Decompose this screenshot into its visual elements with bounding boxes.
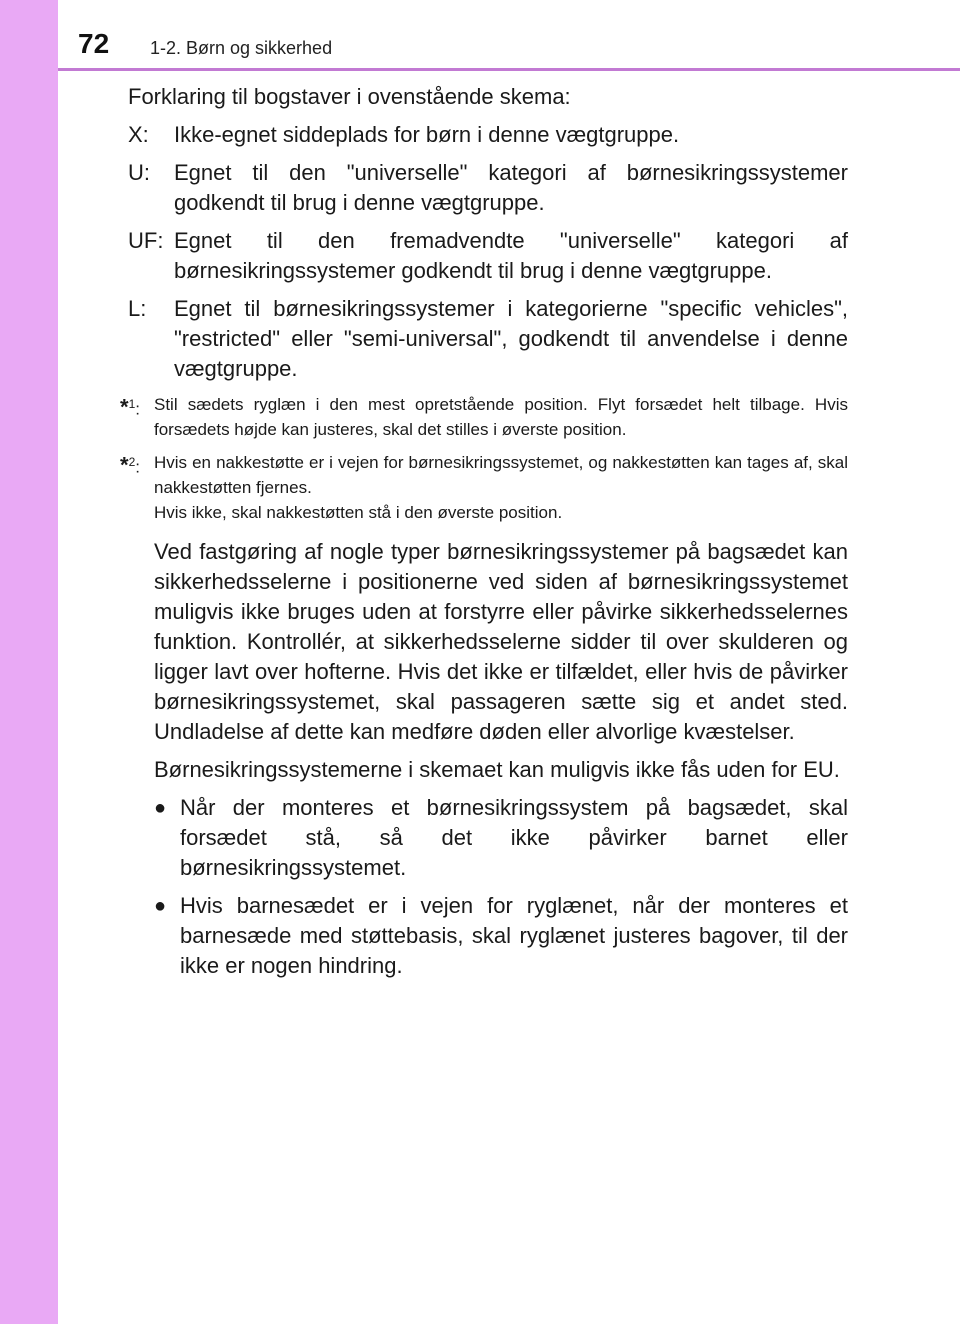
definition-key: U: bbox=[128, 160, 150, 185]
footnote-line: Hvis ikke, skal nakkestøtten stå i den øverste position. bbox=[154, 503, 563, 522]
footnote-line: Hvis en nakkestøtte er i vejen for børnesikringssystemet, og nakkestøtten kan tages af, skal nakkestøtten fjernes. bbox=[154, 453, 848, 497]
section-title: 1-2. Børn og sikkerhed bbox=[150, 38, 333, 58]
definition-l bbox=[128, 294, 848, 384]
warning-paragraph: Ved fastgøring af nogle typer børnesikringssystemer på bagsædet kan sikkerhedsselerne i positionerne ved siden af børnesikringssystemet muligvis ikke bruges uden at forstyrre eller påvirke sikkerhedsselernes funktion. Kontrollér, at sikkerhedsselerne sidder til over skulderen og ligger lavt over hofterne. Hvis det ikke er tilfældet, eller hvis de påvirker børnesikringssystemet, skal passageren sætte sig et andet sted. Undladelse af dette kan medføre døden eller alvorlige kvæstelser. bbox=[154, 539, 848, 744]
header-divider bbox=[58, 68, 960, 71]
definition-uf bbox=[128, 226, 848, 286]
definition-text: Egnet til børnesikringssystemer i kategorierne "specific vehicles", "restricted" eller "semi-universal", godkendt til anvendelse i denne vægtgruppe. bbox=[174, 296, 848, 381]
definition-text: Egnet til den fremadvendte "universelle" kategori af børnesikringssystemer godkendt til brug i denne vægtgruppe. bbox=[174, 228, 848, 283]
definition-text: Ikke-egnet siddeplads for børn i denne vægtgruppe. bbox=[174, 122, 680, 147]
page-number: 72 bbox=[78, 28, 110, 59]
footnote-text bbox=[154, 392, 848, 442]
bullet-item bbox=[154, 793, 848, 883]
definition-text: Egnet til den "universelle" kategori af børnesikringssystemer godkendt til brug i denne vægtgruppe. bbox=[174, 160, 848, 215]
bullet-item bbox=[154, 891, 848, 981]
definition-key: L: bbox=[128, 296, 147, 321]
bullet-text: Når der monteres et børnesikringssystem på bagsædet, skal forsædet stå, så det ikke påvirker barnet eller børnesikringssystemet. bbox=[180, 795, 848, 880]
definition-key: X: bbox=[128, 122, 149, 147]
definition-u bbox=[128, 158, 848, 218]
footnote-line: Stil sædets ryglæn i den mest opretstående position. Flyt forsædet helt tilbage. Hvis forsædets højde kan justeres, skal det stilles i øverste position. bbox=[154, 395, 848, 439]
bullet-text: Hvis barnesædet er i vejen for ryglænet, når der monteres et barnesæde med støttebasis, skal ryglænet justeres bagover, til der ikke er nogen hindring. bbox=[180, 893, 848, 978]
definition-key: UF: bbox=[128, 228, 164, 253]
footnote-marker: *$^1$: bbox=[120, 394, 140, 420]
footnote-text bbox=[154, 450, 848, 525]
footnote-1 bbox=[120, 392, 848, 442]
footnote-marker: *$^2$: bbox=[120, 452, 140, 478]
definition-x bbox=[128, 120, 848, 150]
footnote-2 bbox=[120, 450, 848, 525]
availability-paragraph: Børnesikringssystemerne i skemaet kan muligvis ikke fås uden for EU. bbox=[154, 757, 840, 782]
bullet-icon: ● bbox=[154, 895, 167, 917]
bullet-icon: ● bbox=[154, 797, 167, 819]
page-content bbox=[120, 82, 848, 981]
legend-intro: Forklaring til bogstaver i ovenstående skema: bbox=[128, 84, 571, 109]
page-side-band bbox=[0, 0, 58, 1324]
